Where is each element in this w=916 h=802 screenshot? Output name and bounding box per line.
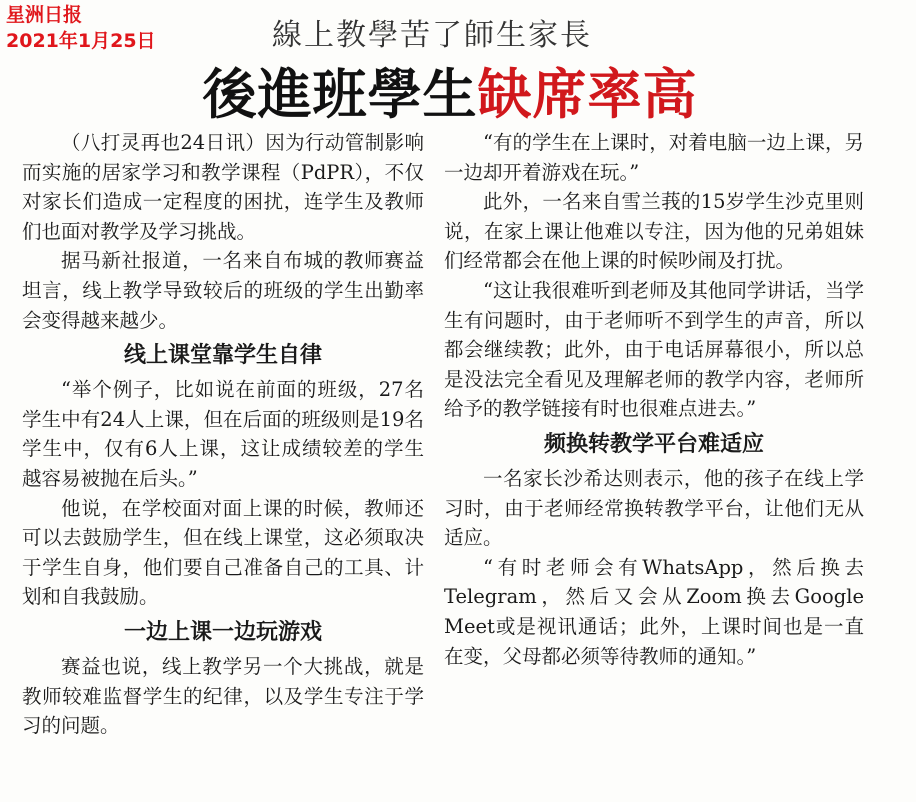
paragraph: 他说，在学校面对面上课的时候，教师还可以去鼓励学生，但在线上课堂，这必须取决于学生自身，他们要自己准备自己的工具、计划和自我鼓励。 <box>22 496 424 609</box>
paragraph: “这让我很难听到老师及其他同学讲话，当学生有问题时，由于老师听不到学生的声音，所以都会继续教；此外，由于电话屏幕很小，所以总是没法完全看见及理解老师的教学内容，老师所给予的教学链接有时也很难点进去。” <box>444 278 864 421</box>
newspaper-source <box>6 2 156 54</box>
paragraph: “有时老师会有WhatsApp，然后换去Telegram，然后又会从Zoom换去Google Meet或是视讯通话；此外，上课时间也是一直在变，父母都必须等待教师的通知。” <box>444 555 864 668</box>
paragraph: （八打灵再也24日讯）因为行动管制影响而实施的居家学习和教学课程（PdPR），不仅对家长们造成一定程度的困扰，连学生及教师们也面对教学及学习挑战。 <box>22 131 424 243</box>
article-kicker: 線上教學苦了師生家長 <box>272 18 592 53</box>
subheading: 一边上课一边玩游戏 <box>123 619 322 645</box>
subheading: 线上课堂靠学生自律 <box>123 343 322 369</box>
article-right-column <box>444 128 864 671</box>
paragraph: “有的学生在上课时，对着电脑一边上课，另一边却开着游戏在玩。” <box>444 131 864 184</box>
paragraph: 据马新社报道，一名来自布城的教师赛益坦言，线上教学导致较后的班级的学生出勤率会变得越来越少。 <box>22 249 424 332</box>
article-headline <box>170 52 730 129</box>
paragraph: 赛益也说，线上教学另一个大挑战，就是教师较难监督学生的纪律，以及学生专注于学习的问题。 <box>22 654 424 738</box>
newspaper-name: 星洲日报 <box>6 4 83 26</box>
article-left-column <box>22 128 424 741</box>
paragraph: 此外，一名来自雪兰莪的15岁学生沙克里则说，在家上课让他难以专注，因为他的兄弟姐妹们经常都会在他上课的时候吵闹及打扰。 <box>444 190 864 273</box>
paragraph: “举个例子，比如说在前面的班级，27名学生中有24人上课，但在后面的班级则是19名学生中，仅有6人上课，这让成绩较差的学生越容易被抛在后头。” <box>22 378 424 490</box>
paragraph: 一名家长沙希达则表示，他的孩子在线上学习时，由于老师经常换转教学平台，让他们无从适应。 <box>444 466 864 550</box>
subheading: 频换转教学平台难适应 <box>543 431 764 457</box>
headline-part-red: 缺席率高 <box>477 63 698 126</box>
publication-date: 2021年1月25日 <box>6 30 156 52</box>
headline-part-black: 後進班學生 <box>202 63 478 126</box>
